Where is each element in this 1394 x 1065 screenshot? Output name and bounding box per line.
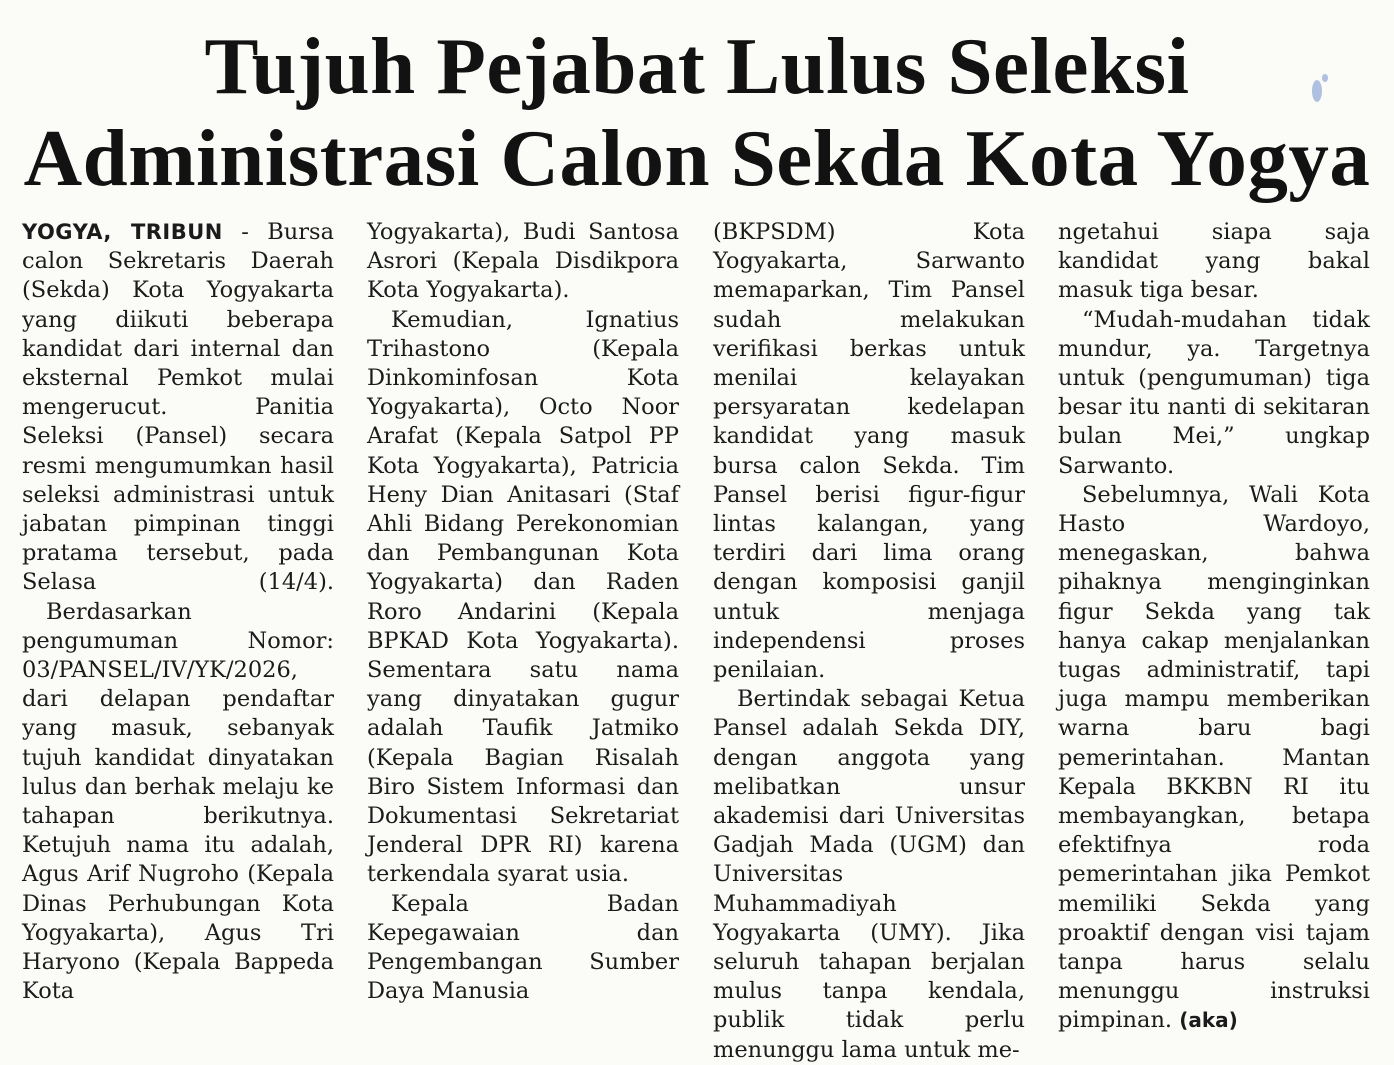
author-initials: (aka) [1179,1008,1238,1033]
headline-line-2: Administrasi Calon Sekda Kota Yogya [23,113,1371,203]
paragraph-announcement-continued: Yogyakarta), Budi Santosa Asrori (Kepala Disdikpora Kota Yogyakarta). [367,219,679,304]
ink-speck [1322,74,1328,82]
paragraph-mayor [1058,481,1370,1036]
headline [0,20,1394,204]
ink-speck [1312,80,1322,102]
paragraph-announcement: Berdasarkan pengumuman Nomor: 03/PANSEL/IV/YK/2026, dari delapan pendaftar yang masuk, sebanyak tujuh kandidat dinyatakan lulus dan berhak melaju ke tahapan berikutnya. Ketujuh nama itu adalah, Agus Arif Nugroho (Kepala Dinas Perhubungan Kota Yogyakarta), Agus Tri Haryono (Kepala Bappeda Kota [22,598,334,1005]
article-column-3 [713,218,1025,1065]
paragraph-candidates: Kemudian, Ignatius Trihastono (Kepala Dinkominfosan Kota Yogyakarta), Octo Noor Arafat (Kepala Satpol PP Kota Yogyakarta), Patricia Heny Dian Anitasari (Staf Ahli Bidang Perekonomian dan Pembangunan Kota Yogyakarta) dan Raden Roro Andarini (Kepala BPKAD Kota Yogyakarta). Sementara satu nama yang dinyatakan gugur adalah Taufik Jatmiko (Kepala Bagian Risalah Biro Sistem Informasi dan Dokumentasi Sekretariat Jenderal DPR RI) karena terkendala syarat usia. [367,306,679,888]
paragraph-intro-text: - Bursa calon Sekretaris Daerah (Sekda) Kota Yogyakarta yang diikuti beberapa kandidat dari internal dan eksternal Pemkot mulai mengerucut. Panitia Seleksi (Pansel) secara resmi mengumumkan hasil seleksi administrasi untuk jabatan pimpinan tinggi pratama tersebut, pada Selasa (14/4). [22,219,334,596]
paragraph-pansel-continued: ngetahui siapa saja kandidat yang bakal masuk tiga besar. [1058,219,1370,304]
paragraph-pansel: Bertindak sebagai Ketua Pansel adalah Sekda DIY, dengan anggota yang melibatkan unsur akademisi dari Universitas Gadjah Mada (UGM) dan Universitas Muhammadiyah Yogyakarta (UMY). Jika seluruh tahapan berjalan mulus tanpa kendala, publik tidak perlu menunggu lama untuk me- [713,686,1025,1063]
paragraph-bkpsdm-continued: (BKPSDM) Kota Yogyakarta, Sarwanto memaparkan, Tim Pansel sudah melakukan verifikasi berkas untuk menilai kelayakan persyaratan kedelapan kandidat yang masuk bursa calon Sekda. Tim Pansel berisi figur-figur lintas kalangan, yang terdiri dari lima orang dengan komposisi ganjil untuk menjaga independensi proses penilaian. [713,219,1025,684]
paragraph-intro [22,218,334,598]
paragraph-bkpsdm: Kepala Badan Kepegawaian dan Pengembangan Sumber Daya Manusia [367,890,679,1005]
paragraph-quote: “Mudah-mudahan tidak mundur, ya. Targetnya untuk (pengumuman) tiga besar itu nanti di sekitaran bulan Mei,” ungkap Sarwanto. [1058,306,1370,479]
headline-line-1: Tujuh Pejabat Lulus Seleksi [204,21,1190,111]
dateline: YOGYA, TRIBUN [22,220,223,244]
paragraph-mayor-text: Sebelumnya, Wali Kota Hasto Wardoyo, menegaskan, bahwa pihaknya menginginkan figur Sekda yang tak hanya cakap menjalankan tugas administratif, tapi juga mampu memberikan warna baru bagi pemerintahan. Mantan Kepala BKKBN RI itu membayangkan, betapa efektifnya roda pemerintahan jika Pemkot memiliki Sekda yang proaktif dengan visi tajam tanpa harus selalu menunggu instruksi pimpinan. [1058,481,1370,1034]
article-column-2 [367,218,679,1006]
article-column-1 [22,218,334,1006]
article-column-4 [1058,218,1370,1036]
